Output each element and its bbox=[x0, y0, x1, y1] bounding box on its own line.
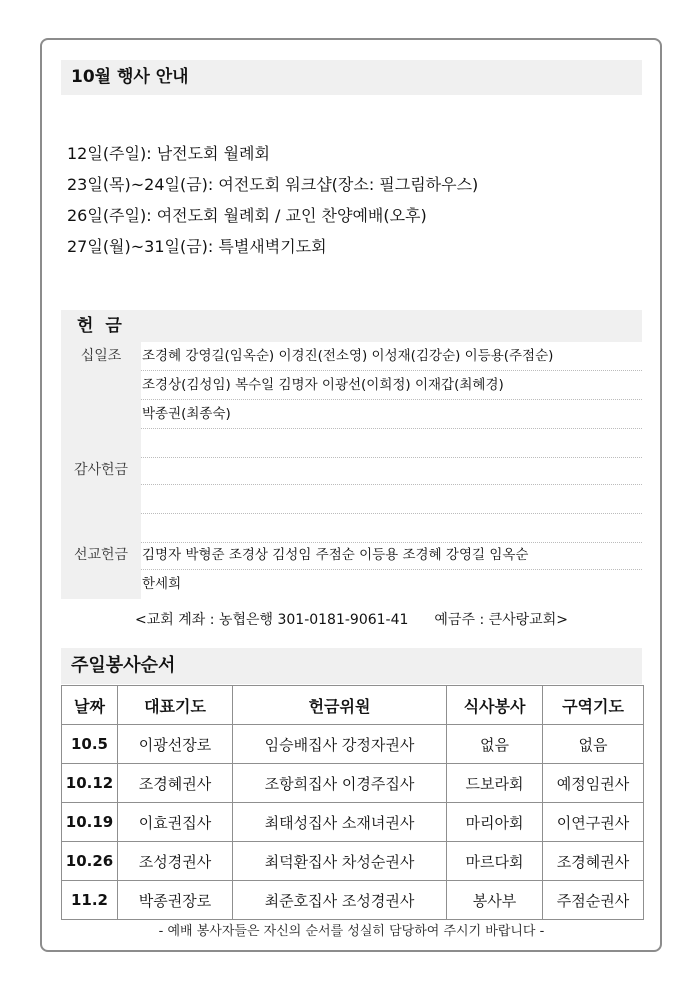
category-cell bbox=[61, 429, 141, 458]
duty-note: - 예배 봉사자들은 자신의 순서를 성실히 담당하여 주시기 바랍니다 - bbox=[158, 924, 545, 939]
tithe-line: 박종권(최종숙) bbox=[141, 400, 642, 429]
meal-cell: 마르다회 bbox=[447, 842, 543, 881]
tithe-line: 조경혜 강영길(임옥순) 이경진(전소영) 이성재(김강순) 이등용(주점순) bbox=[141, 342, 642, 371]
date-cell: 10.5 bbox=[62, 725, 118, 764]
category-cell bbox=[61, 400, 141, 429]
offering-row bbox=[61, 541, 642, 570]
table-row bbox=[62, 764, 644, 803]
account-holder: 예금주 : 큰사랑교회> bbox=[434, 612, 568, 628]
offering-cell: 최태성집사 소재녀권사 bbox=[233, 803, 447, 842]
offering-cell: 조항희집사 이경주집사 bbox=[233, 764, 447, 803]
district-cell: 조경혜권사 bbox=[543, 842, 644, 881]
header-meal: 식사봉사 bbox=[447, 686, 543, 725]
tithe-line bbox=[141, 429, 642, 458]
header-prayer: 대표기도 bbox=[118, 686, 233, 725]
offering-cell: 임승배집사 강정자권사 bbox=[233, 725, 447, 764]
offering-row bbox=[61, 514, 642, 543]
mission-line: 한세희 bbox=[142, 576, 182, 592]
offering-row bbox=[61, 485, 642, 514]
mission-line: 김명자 박형준 조경상 김성임 주점순 이등용 조경혜 강영길 임옥순 bbox=[141, 541, 642, 570]
offering-row bbox=[61, 342, 642, 371]
events-list bbox=[67, 140, 647, 264]
event-item: 27일(월)~31일(금): 특별새벽기도회 bbox=[67, 237, 327, 256]
mission-label: 선교헌금 bbox=[61, 541, 141, 570]
category-cell bbox=[61, 570, 141, 599]
district-cell: 없음 bbox=[543, 725, 644, 764]
district-cell: 이연구권사 bbox=[543, 803, 644, 842]
events-title: 10월 행사 안내 bbox=[61, 60, 642, 95]
duty-title: 주일봉사순서 bbox=[61, 648, 642, 684]
tithe-line: 조경상(김성임) 복수일 김명자 이광선(이희정) 이재갑(최혜경) bbox=[141, 371, 642, 400]
date-cell: 10.26 bbox=[62, 842, 118, 881]
date-cell: 11.2 bbox=[62, 881, 118, 920]
meal-cell: 드보라회 bbox=[447, 764, 543, 803]
header-offering: 헌금위원 bbox=[233, 686, 447, 725]
category-cell bbox=[61, 371, 141, 400]
prayer-cell: 조경혜권사 bbox=[118, 764, 233, 803]
district-cell: 예정임권사 bbox=[543, 764, 644, 803]
offering-row bbox=[61, 429, 642, 458]
offering-row bbox=[61, 456, 642, 485]
offering-cell: 최준호집사 조성경권사 bbox=[233, 881, 447, 920]
thanks-line bbox=[141, 456, 642, 485]
table-row bbox=[62, 803, 644, 842]
offering-row bbox=[61, 400, 642, 429]
prayer-cell: 박종권장로 bbox=[118, 881, 233, 920]
thanks-label: 감사헌금 bbox=[61, 456, 141, 485]
meal-cell: 마리아회 bbox=[447, 803, 543, 842]
offering-row bbox=[61, 570, 642, 599]
table-row bbox=[62, 842, 644, 881]
date-cell: 10.19 bbox=[62, 803, 118, 842]
event-item: 26일(주일): 여전도회 월례회 / 교인 찬양예배(오후) bbox=[67, 206, 427, 225]
thanks-line bbox=[141, 514, 642, 543]
church-account bbox=[61, 608, 642, 632]
offering-title: 헌 금 bbox=[61, 310, 642, 342]
meal-cell: 없음 bbox=[447, 725, 543, 764]
event-item: 12일(주일): 남전도회 월례회 bbox=[67, 144, 270, 163]
district-cell: 주점순권사 bbox=[543, 881, 644, 920]
table-row bbox=[62, 725, 644, 764]
event-item: 23일(목)~24일(금): 여전도회 워크샵(장소: 필그림하우스) bbox=[67, 175, 479, 194]
account-number: <교회 계좌 : 농협은행 301-0181-9061-41 bbox=[135, 612, 409, 628]
thanks-line bbox=[141, 485, 642, 514]
table-header-row bbox=[62, 686, 644, 725]
date-cell: 10.12 bbox=[62, 764, 118, 803]
category-cell bbox=[61, 514, 141, 543]
category-cell bbox=[61, 485, 141, 514]
header-date: 날짜 bbox=[62, 686, 118, 725]
header-district: 구역기도 bbox=[543, 686, 644, 725]
prayer-cell: 이광선장로 bbox=[118, 725, 233, 764]
tithe-label: 십일조 bbox=[61, 342, 141, 371]
prayer-cell: 이효권집사 bbox=[118, 803, 233, 842]
duty-table bbox=[61, 685, 644, 920]
table-row bbox=[62, 881, 644, 920]
offering-row bbox=[61, 371, 642, 400]
prayer-cell: 조성경권사 bbox=[118, 842, 233, 881]
meal-cell: 봉사부 bbox=[447, 881, 543, 920]
offering-cell: 최덕환집사 차성순권사 bbox=[233, 842, 447, 881]
